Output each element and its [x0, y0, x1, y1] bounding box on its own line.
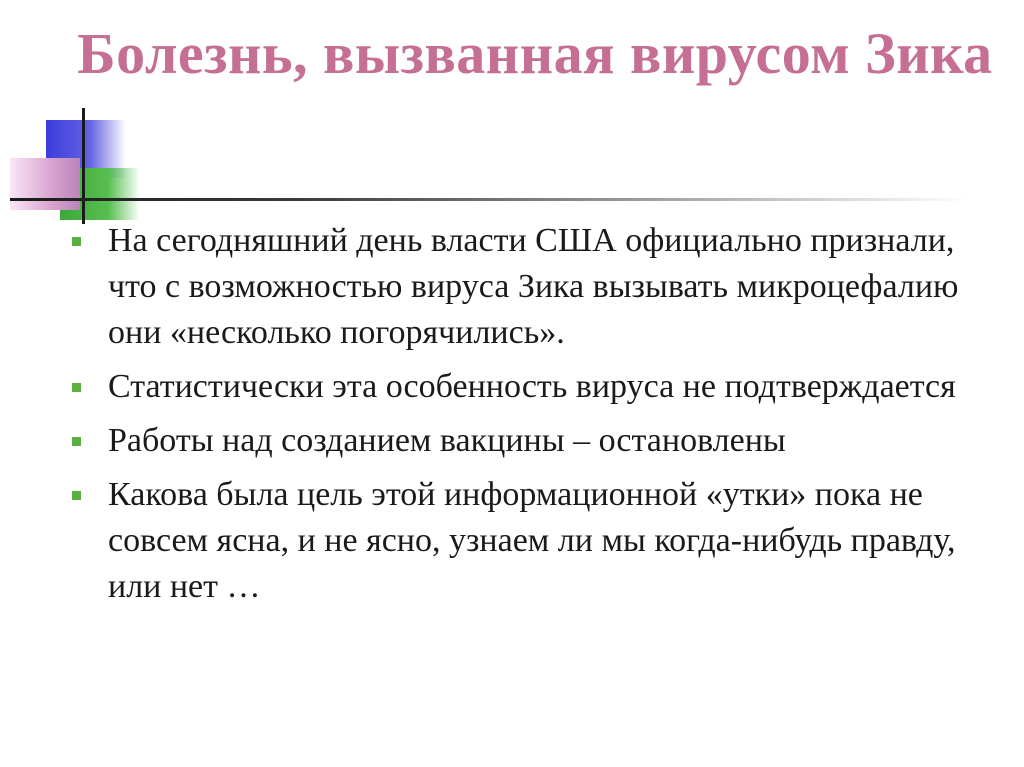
slide-title: Болезнь, вызванная вирусом Зика	[77, 21, 993, 86]
list-item-text: На сегодняшний день власти США официально признали, что с возможностью вируса Зика вызывать микроцефалию они «несколько погорячились».	[108, 222, 959, 351]
bullet-list	[70, 218, 970, 618]
list-item	[70, 364, 970, 410]
list-item-text: Статистически эта особенность вируса не подтверждается	[108, 368, 956, 405]
square-bullet-icon	[72, 491, 81, 500]
list-item-text: Работы над созданием вакцины – остановлены	[108, 422, 786, 459]
square-bullet-icon	[72, 437, 81, 446]
vertical-rule-decoration	[82, 108, 85, 224]
square-bullet-icon	[72, 383, 81, 392]
list-item	[70, 218, 970, 356]
list-item-text: Какова была цель этой информационной «утки» пока не совсем ясна, и не ясно, узнаем ли мы когда-нибудь правду, или нет …	[108, 476, 956, 605]
square-bullet-icon	[72, 237, 81, 246]
title-underline-rule	[10, 198, 970, 201]
list-item	[70, 418, 970, 464]
pink-square-decoration	[10, 158, 80, 210]
list-item	[70, 472, 970, 610]
